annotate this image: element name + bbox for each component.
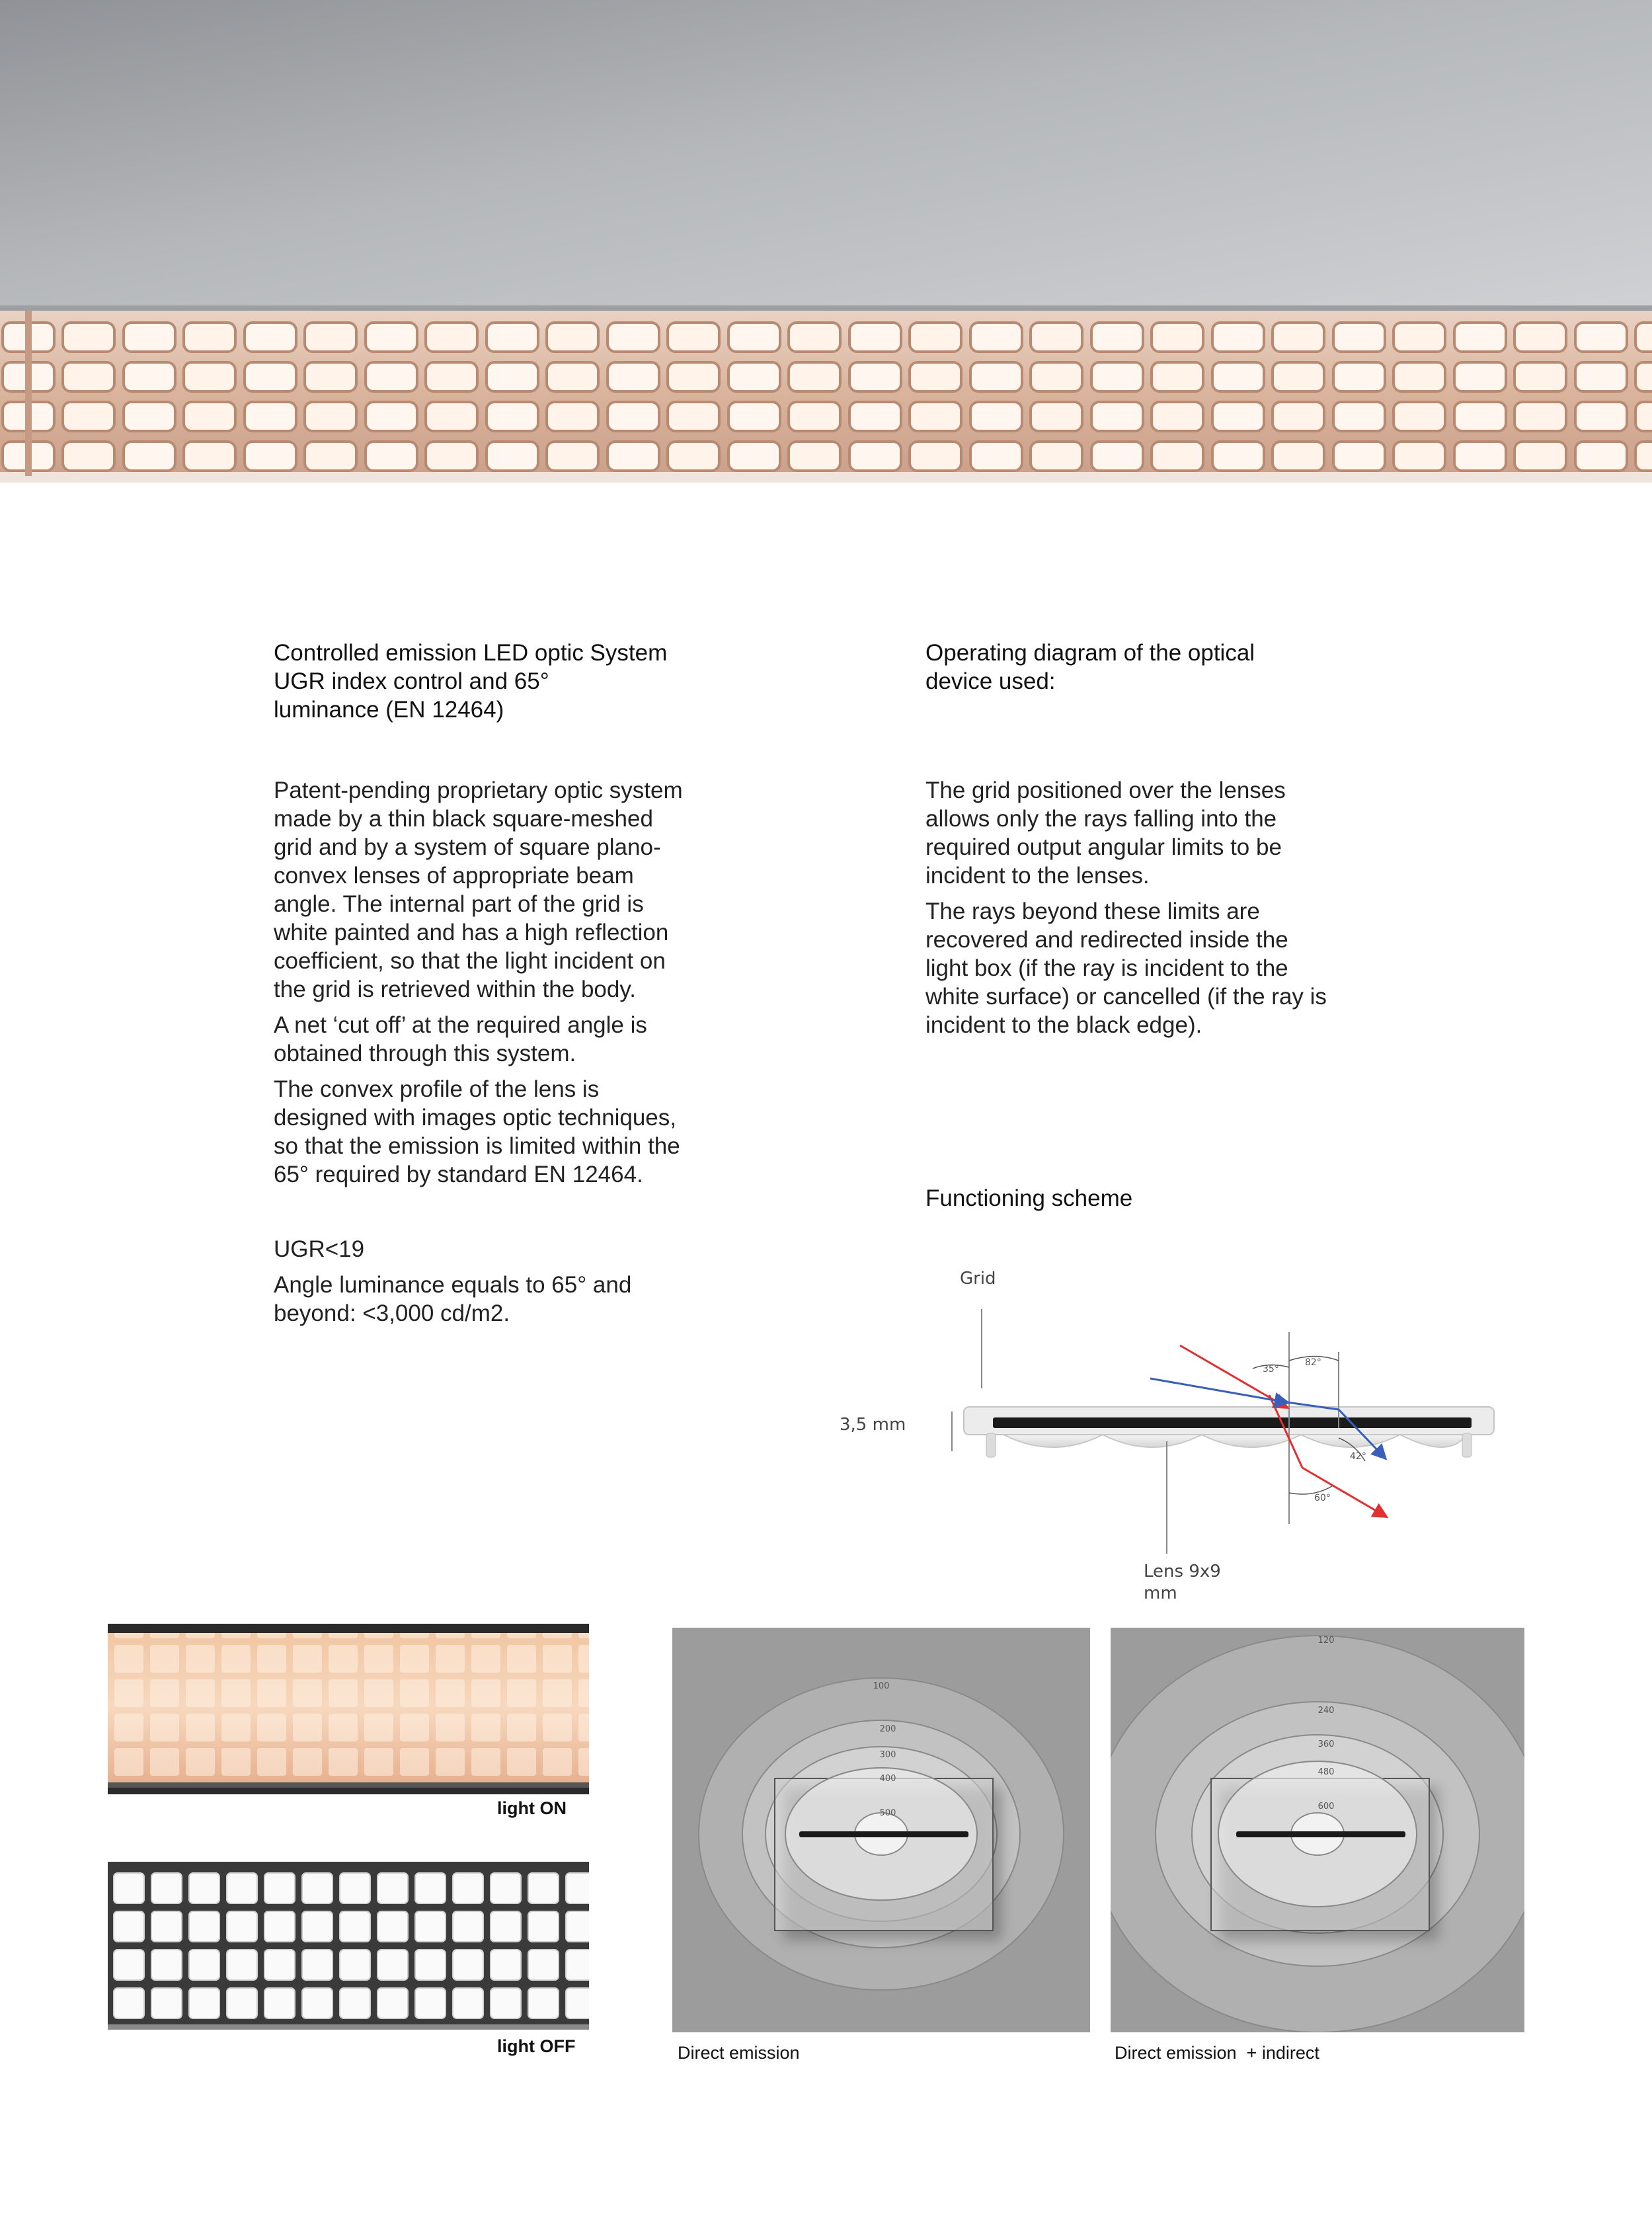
isoline-label: 500 (879, 1808, 896, 1818)
lens-label: Lens 9x9 mm (1144, 1562, 1221, 1603)
scheme-title: Functioning scheme (925, 1185, 1133, 1211)
right-paragraph-2 (925, 897, 1401, 1039)
text-line: so that the emission is limited within the (274, 1133, 680, 1159)
isoline-label: 300 (879, 1750, 896, 1760)
text-line: convex lenses of appropriate beam (274, 863, 634, 889)
text-line: made by a thin black square-meshed (274, 806, 653, 832)
text-line: The grid positioned over the lenses (925, 777, 1286, 803)
text-line: obtained through this system. (274, 1041, 576, 1066)
left-heading-line: UGR index control and 65° (274, 668, 549, 694)
left-heading (274, 639, 736, 724)
text-line: required output angular limits to be (925, 834, 1282, 860)
text-line: The convex profile of the lens is (274, 1076, 600, 1102)
luminance-paragraph (274, 1271, 750, 1328)
ugr-block (274, 1235, 750, 1335)
lens-assembly (964, 1407, 1494, 1457)
text-line: angle. The internal part of the grid is (274, 891, 644, 917)
light-on-caption: light ON (497, 1798, 567, 1818)
isoline-label: 480 (1318, 1767, 1335, 1777)
text-line: the grid is retrieved within the body. (274, 976, 636, 1002)
red-ray-in (1180, 1345, 1282, 1405)
left-paragraph-3 (274, 1075, 750, 1189)
right-heading-line: Operating diagram of the optical (925, 640, 1255, 666)
right-body (925, 776, 1401, 1047)
left-paragraph-2 (274, 1011, 750, 1068)
hero-photo (0, 0, 1652, 483)
text-line: allows only the rays falling into the (925, 806, 1277, 832)
right-heading-line: device used: (925, 668, 1056, 694)
text-line: grid and by a system of square plano- (274, 834, 661, 860)
isoline-label: 120 (1318, 1636, 1335, 1646)
isoline-label: 600 (1318, 1802, 1335, 1812)
left-heading-line: Controlled emission LED optic System (274, 640, 668, 666)
text-line: 65° required by standard EN 12464. (274, 1162, 643, 1187)
angle-label: 82° (1305, 1357, 1321, 1368)
isoline-label: 400 (879, 1774, 896, 1784)
light-off-photo (108, 1862, 589, 2030)
left-paragraph-1 (274, 776, 750, 1004)
ugr-value: UGR<19 (274, 1236, 365, 1262)
direct-indirect-emission-caption: Direct emission + indirect (1115, 2043, 1319, 2063)
text-line: The rays beyond these limits are (925, 898, 1260, 924)
functioning-scheme-diagram (826, 1263, 1520, 1613)
text-line: Patent-pending proprietary optic system (274, 777, 683, 803)
left-heading-line: luminance (EN 12464) (274, 697, 504, 723)
right-heading (925, 639, 1388, 696)
light-on-photo (108, 1624, 589, 1794)
text-line: incident to the black edge). (925, 1012, 1202, 1038)
text-line: A net ‘cut off’ at the required angle is (274, 1012, 647, 1038)
angle-label: 60° (1314, 1493, 1331, 1503)
angle-label: 35° (1263, 1364, 1279, 1374)
text-line: white painted and has a high reflection (274, 920, 669, 945)
direct-emission-diagram (672, 1628, 1090, 2032)
height-label: 3,5 mm (840, 1415, 906, 1435)
direct-emission-caption: Direct emission (678, 2043, 800, 2063)
text-line: Angle luminance equals to 65° and (274, 1272, 632, 1298)
text-line: incident to the lenses. (925, 863, 1150, 889)
isoline-label: 200 (879, 1724, 896, 1734)
text-line: white surface) or cancelled (if the ray is (925, 984, 1327, 1010)
text-line: designed with images optic techniques, (274, 1105, 676, 1131)
right-paragraph-1 (925, 776, 1401, 890)
text-line: recovered and redirected inside the (925, 927, 1288, 953)
grid-label: Grid (960, 1269, 996, 1289)
blue-ray-in (1150, 1378, 1282, 1402)
isoline-label: 100 (873, 1681, 890, 1691)
isoline-label: 240 (1318, 1706, 1335, 1716)
text-line: beyond: <3,000 cd/m2. (274, 1300, 510, 1326)
text-line: light box (if the ray is incident to the (925, 955, 1288, 981)
red-ray-out (1302, 1468, 1382, 1514)
direct-indirect-emission-diagram (1111, 1628, 1524, 2032)
angle-label: 42° (1350, 1451, 1366, 1462)
isoline-label: 360 (1318, 1739, 1335, 1749)
text-line: coefficient, so that the light incident on (274, 948, 666, 974)
light-off-caption: light OFF (497, 2036, 576, 2056)
left-body (274, 776, 750, 1196)
